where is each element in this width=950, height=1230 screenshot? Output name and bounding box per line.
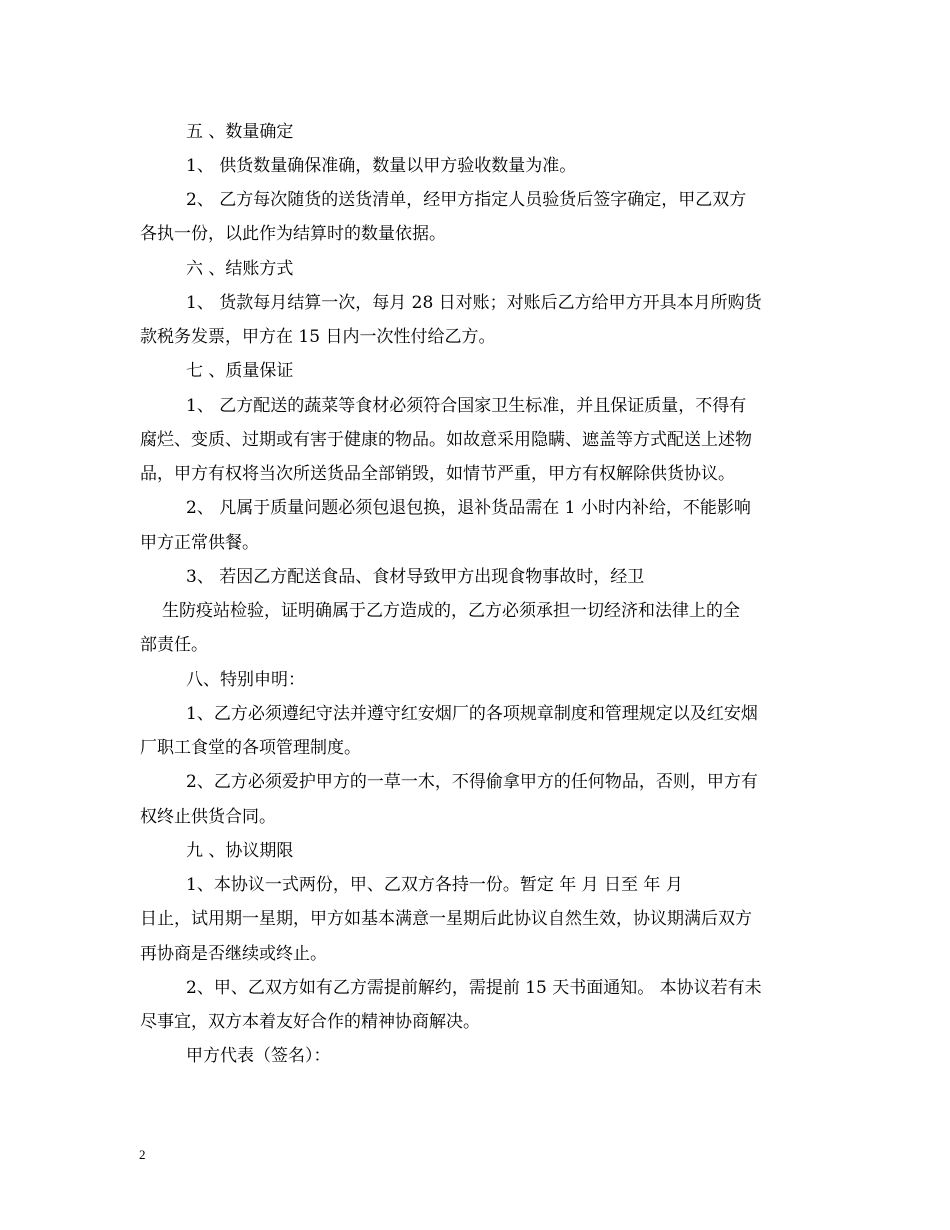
paragraph-line: 2、 乙方每次随货的送货清单，经甲方指定人员验货后签字确定，甲乙双方	[186, 190, 747, 210]
paragraph-line: 2、乙方必须爱护甲方的一草一木，不得偷拿甲方的任何物品，否则，甲方有	[186, 772, 758, 792]
paragraph-line: 3、 若因乙方配送食品、食材导致甲方出现食物事故时，经卫	[186, 567, 645, 587]
paragraph-line: 2、甲、乙双方如有乙方需提前解约，需提前 15 天书面通知。 本协议若有未	[186, 978, 762, 998]
heading-payment: 六 、结账方式	[186, 259, 294, 279]
paragraph-line: 部责任。	[140, 635, 208, 655]
heading-special: 八、特别申明：	[186, 670, 305, 690]
paragraph-line: 甲方正常供餐。	[140, 533, 259, 553]
paragraph-line: 1、本协议一式两份，甲、乙双方各持一份。暂定 年 月 日至 年 月	[186, 875, 683, 895]
paragraph-line: 各执一份，以此作为结算时的数量依据。	[140, 224, 446, 244]
paragraph-line: 1、 货款每月结算一次，每月 28 日对账；对账后乙方给甲方开具本月所购货	[186, 293, 762, 313]
paragraph-line: 厂职工食堂的各项管理制度。	[140, 738, 361, 758]
paragraph-line: 日止，试用期一星期，甲方如基本满意一星期后此协议自然生效，协议期满后双方	[140, 909, 752, 929]
paragraph-line: 2、 凡属于质量问题必须包退包换，退补货品需在 1 小时内补给，不能影响	[186, 498, 751, 518]
heading-term: 九 、协议期限	[186, 841, 294, 861]
paragraph-line: 款税务发票，甲方在 15 日内一次性付给乙方。	[140, 327, 496, 347]
heading-quantity: 五 、数量确定	[186, 122, 294, 142]
heading-quality: 七 、质量保证	[186, 361, 294, 381]
paragraph-line: 腐烂、变质、过期或有害于健康的物品。如故意采用隐瞒、遮盖等方式配送上述物	[140, 430, 752, 450]
paragraph-line: 尽事宜，双方本着友好合作的精神协商解决。	[140, 1012, 480, 1032]
paragraph-line: 1、 供货数量确保准确，数量以甲方验收数量为准。	[186, 156, 577, 176]
paragraph-line: 品，甲方有权将当次所送货品全部销毁，如情节严重，甲方有权解除供货协议。	[140, 464, 735, 484]
paragraph-line: 1、 乙方配送的蔬菜等食材必须符合国家卫生标准，并且保证质量，不得有	[186, 396, 747, 416]
paragraph-line: 生防疫站检验，证明确属于乙方造成的，乙方必须承担一切经济和法律上的全	[162, 601, 740, 621]
paragraph-line: 权终止供货合同。	[140, 807, 276, 827]
party-a-signature-label: 甲方代表（签名）：	[186, 1046, 331, 1066]
paragraph-line: 1、乙方必须遵纪守法并遵守红安烟厂的各项规章制度和管理规定以及红安烟	[186, 704, 758, 724]
page-number: 2	[139, 1147, 146, 1162]
paragraph-line: 再协商是否继续或终止。	[140, 944, 327, 964]
